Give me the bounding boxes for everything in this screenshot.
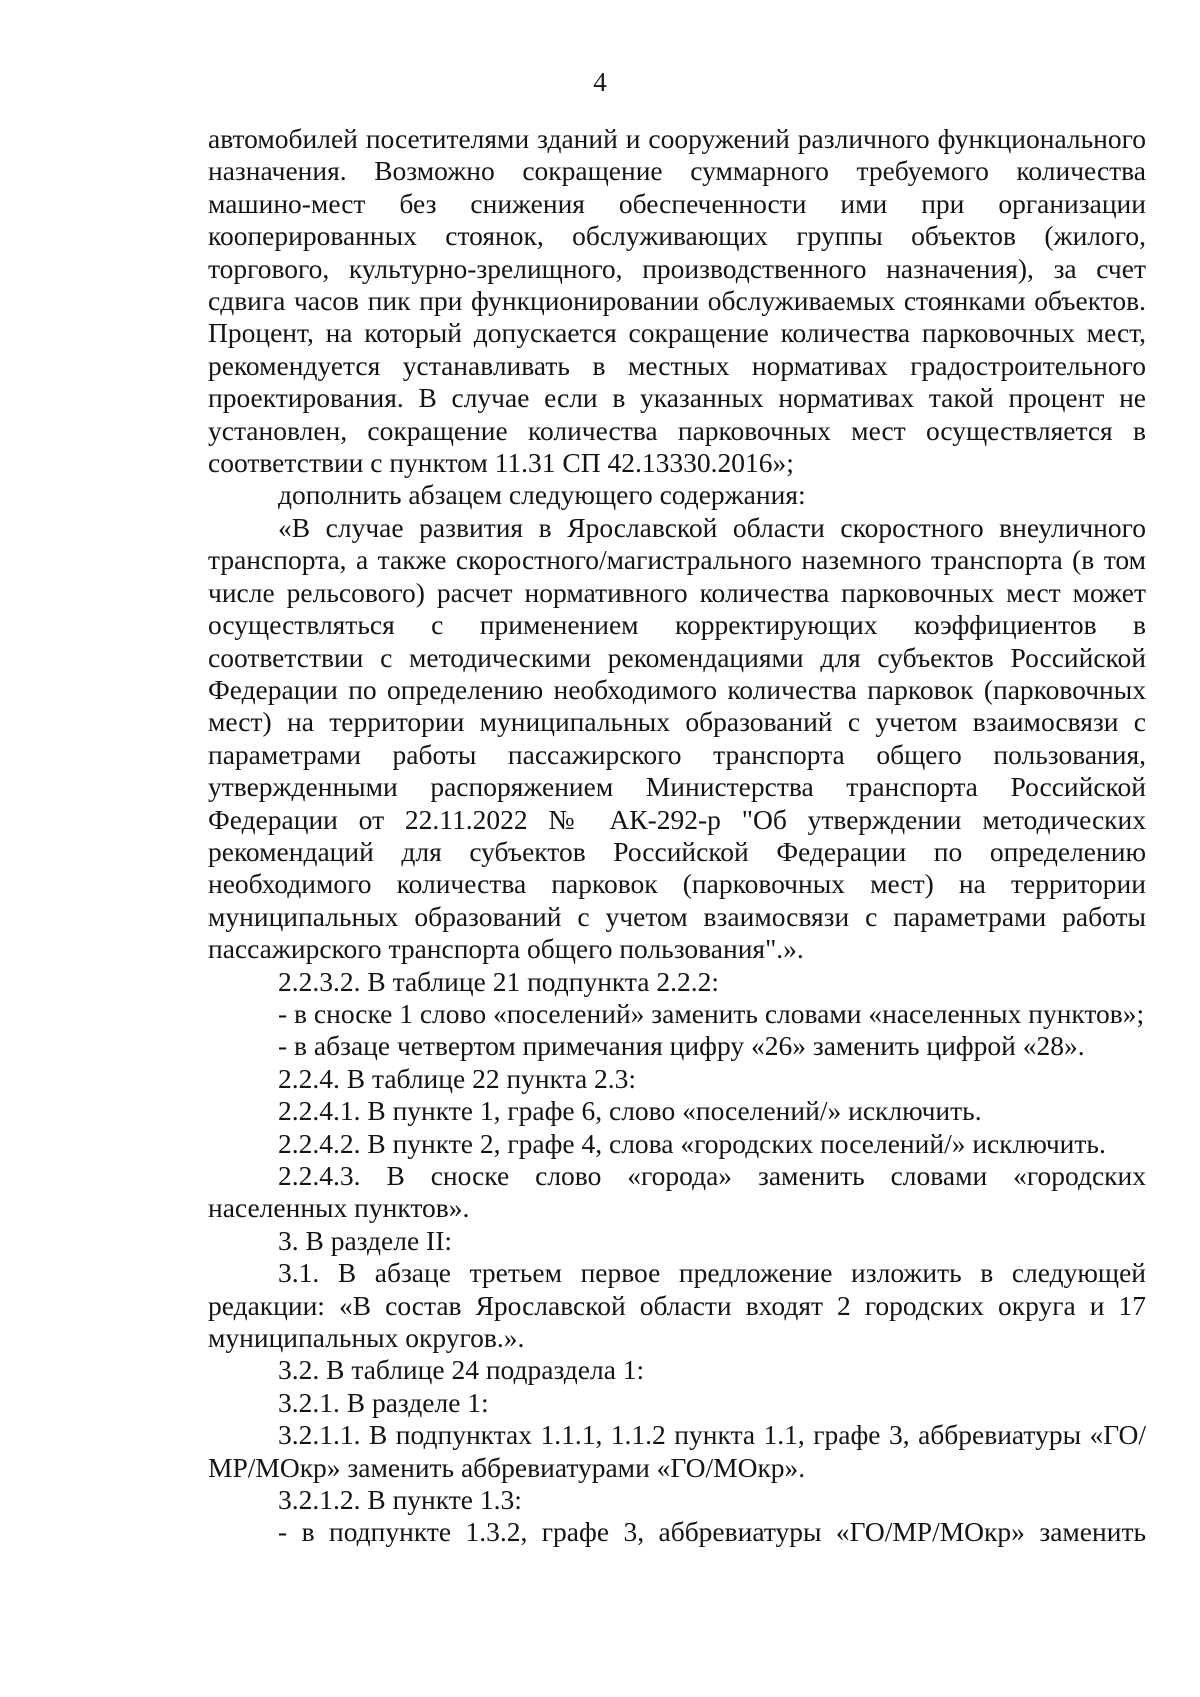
paragraph: 2.2.4.2. В пункте 2, графе 4, слова «городских поселений/» исключить. [278,1127,1106,1159]
paragraph: 3.1. В абзаце третьем первое предложение изложить в следующей редакции: «В состав Ярославской области входят 2 городских округа и 17 муниципальных округов.». [208,1257,1146,1354]
page-number: 4 [593,67,607,97]
paragraph: 2.2.4.1. В пункте 1, графе 6, слово «поселений/» исключить. [278,1095,982,1127]
paragraph: 3.2.1.2. В пункте 1.3: [278,1484,522,1516]
paragraph: 3.2.1.1. В подпунктах 1.1.1, 1.1.2 пункта 1.1, графе 3, аббревиатуры «ГО/МР/МОкр» заменить аббревиатурами «ГО/МОкр». [208,1419,1146,1483]
paragraph: 2.2.3.2. В таблице 21 подпункта 2.2.2: [278,965,719,997]
paragraph: 2.2.4.3. В сноске слово «города» заменить словами «городских населенных пунктов». [208,1160,1146,1224]
paragraph: 2.2.4. В таблице 22 пункта 2.3: [278,1062,637,1094]
paragraph: - в подпункте 1.3.2, графе 3, аббревиатуры «ГО/МР/МОкр» заменить [278,1516,1146,1548]
paragraph: 3. В разделе II: [278,1224,452,1256]
paragraph: 3.2. В таблице 24 подраздела 1: [278,1354,645,1386]
paragraph: дополнить абзацем следующего содержания: [278,479,806,511]
paragraph: автомобилей посетителями зданий и сооружений различного функционального назначения. Возможно сокращение суммарного требуемого количества машино-мест без снижения обеспеченности ими при организации кооперированных стоянок, обслуживающих группы объектов (жилого, торгового, культурно-зрелищного, производственного назначения), за счет сдвига часов пик при функционировании обслуживаемых стоянками объектов. Процент, на который допускается сокращение количества парковочных мест, рекомендуется устанавливать в местных нормативах градостроительного проектирования. В случае если в указанных нормативах такой процент не установлен, сокращение количества парковочных мест осуществляется в соответствии с пунктом 11.31 СП 42.13330.2016»; [208,123,1146,479]
paragraph: - в абзаце четвертом примечания цифру «26» заменить цифрой «28». [278,1030,1085,1062]
paragraph: - в сноске 1 слово «поселений» заменить словами «населенных пунктов»; [278,997,1145,1029]
document-body [208,123,1146,1549]
paragraph: 3.2.1. В разделе 1: [278,1386,489,1418]
paragraph: «В случае развития в Ярославской области скоростного внеуличного транспорта, а также скоростного/магистрального наземного транспорта (в том числе рельсового) расчет нормативного количества парковочных мест может осуществляться с применением корректирующих коэффициентов в соответствии с методическими рекомендациями для субъектов Российской Федерации по определению необходимого количества парковок (парковочных мест) на территории муниципальных образований с учетом взаимосвязи с параметрами работы пассажирского транспорта общего пользования, утвержденными распоряжением Министерства транспорта Российской Федерации от 22.11.2022 № АК-292-р "Об утверждении методических рекомендаций для субъектов Российской Федерации по определению необходимого количества парковок (парковочных мест) на территории муниципальных образований с учетом взаимосвязи с параметрами работы пассажирского транспорта общего пользования".». [208,511,1146,965]
